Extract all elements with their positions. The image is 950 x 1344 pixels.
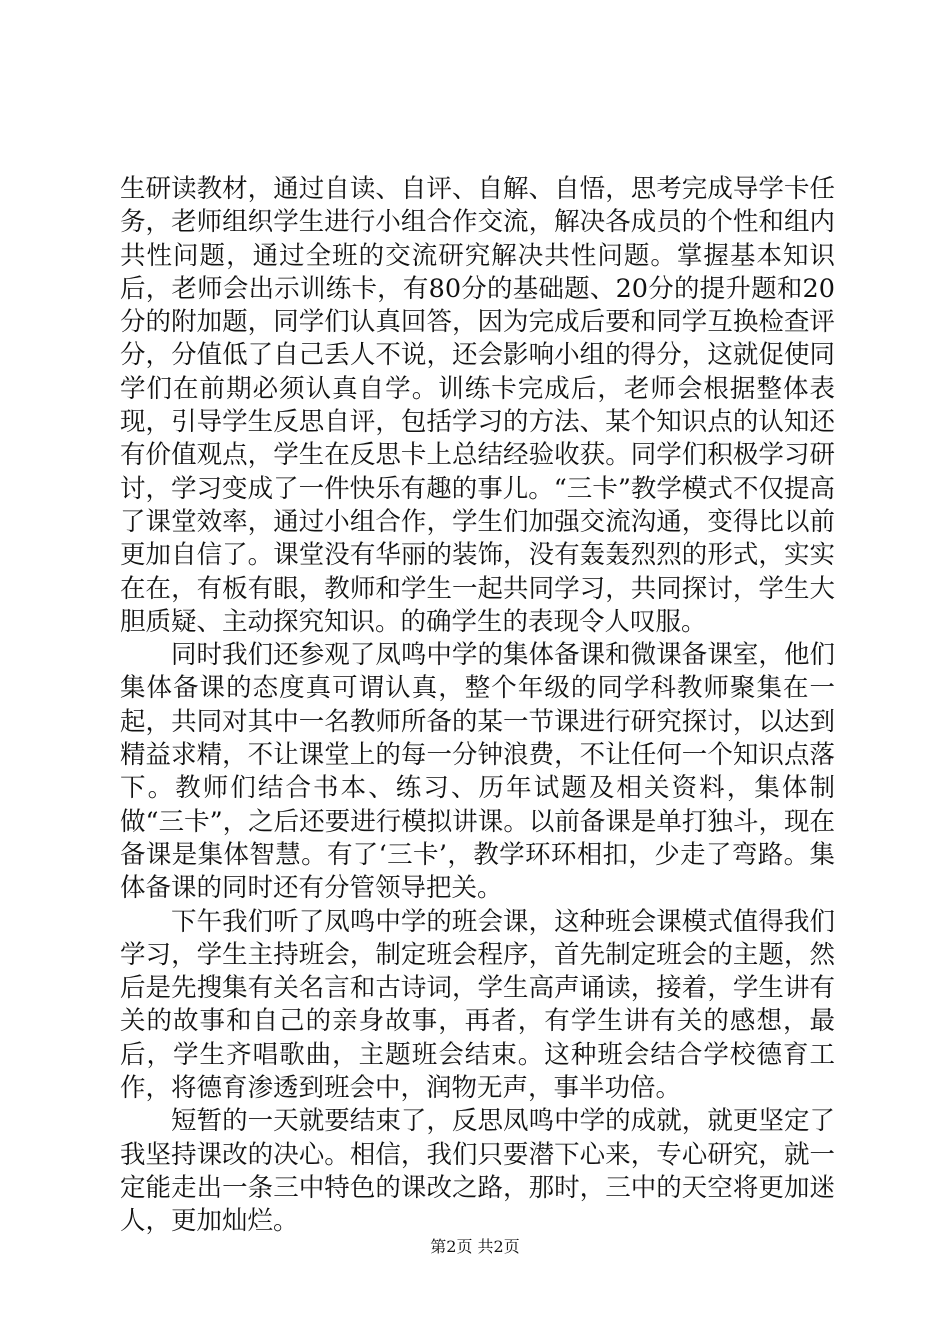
paragraph-lesson-preparation: 同时我们还参观了凤鸣中学的集体备课和微课备课室，他们集体备课的态度真可谓认真，整个年级的同学科教师聚集在一起，共同对其中一名教师所备的某一节课进行研究探讨，以达到精益求精，不让课堂上的每一分钟浪费，不让任何一个知识点落下。教师们结合书本、练习、历年试题及相关资料，集体制做“三卡”，之后还要进行模拟讲课。以前备课是单打独斗，现在备课是集体智慧。有了‘三卡’，教学环环相扣，少走了弯路。集体备课的同时还有分管领导把关。 xyxy=(120,640,835,904)
paragraph-continued: 生研读教材，通过自读、自评、自解、自悟，思考完成导学卡任务，老师组织学生进行小组合作交流，解决各成员的个性和组内共性问题，通过全班的交流研究解决共性问题。掌握基本知识后，老师会出示训练卡，有80分的基础题、20分的提升题和20分的附加题，同学们认真回答，因为完成后要和同学互换检查评分，分值低了自己丢人不说，还会影响小组的得分，这就促使同学们在前期必须认真自学。训练卡完成后，老师会根据整体表现，引导学生反思自评，包括学习的方法、某个知识点的认知还有价值观点，学生在反思卡上总结经验收获。同学们积极学习研讨，学习变成了一件快乐有趣的事儿。“三卡”教学模式不仅提高了课堂效率，通过小组合作，学生们加强交流沟通，变得比以前更加自信了。课堂没有华丽的装饰，没有轰轰烈烈的形式，实实在在，有板有眼，教师和学生一起共同学习，共同探讨，学生大胆质疑、主动探究知识。的确学生的表现令人叹服。 xyxy=(120,174,835,637)
page-footer: 第2页 共2页 xyxy=(430,1237,520,1256)
paragraph-conclusion: 短暂的一天就要结束了，反思凤鸣中学的成就，就更坚定了我坚持课改的决心。相信，我们只要潜下心来，专心研究，就一定能走出一条三中特色的课改之路，那时，三中的天空将更加迷人，更加灿烂。 xyxy=(120,1106,835,1237)
paragraph-class-meeting: 下午我们听了凤鸣中学的班会课，这种班会课模式值得我们学习，学生主持班会，制定班会程序，首先制定班会的主题，然后是先搜集有关名言和古诗词，学生高声诵读，接着，学生讲有关的故事和自己的亲身故事，再者，有学生讲有关的感想，最后，学生齐唱歌曲，主题班会结束。这种班会结合学校德育工作，将德育渗透到班会中，润物无声，事半功倍。 xyxy=(120,906,835,1104)
document-body xyxy=(120,173,835,1239)
